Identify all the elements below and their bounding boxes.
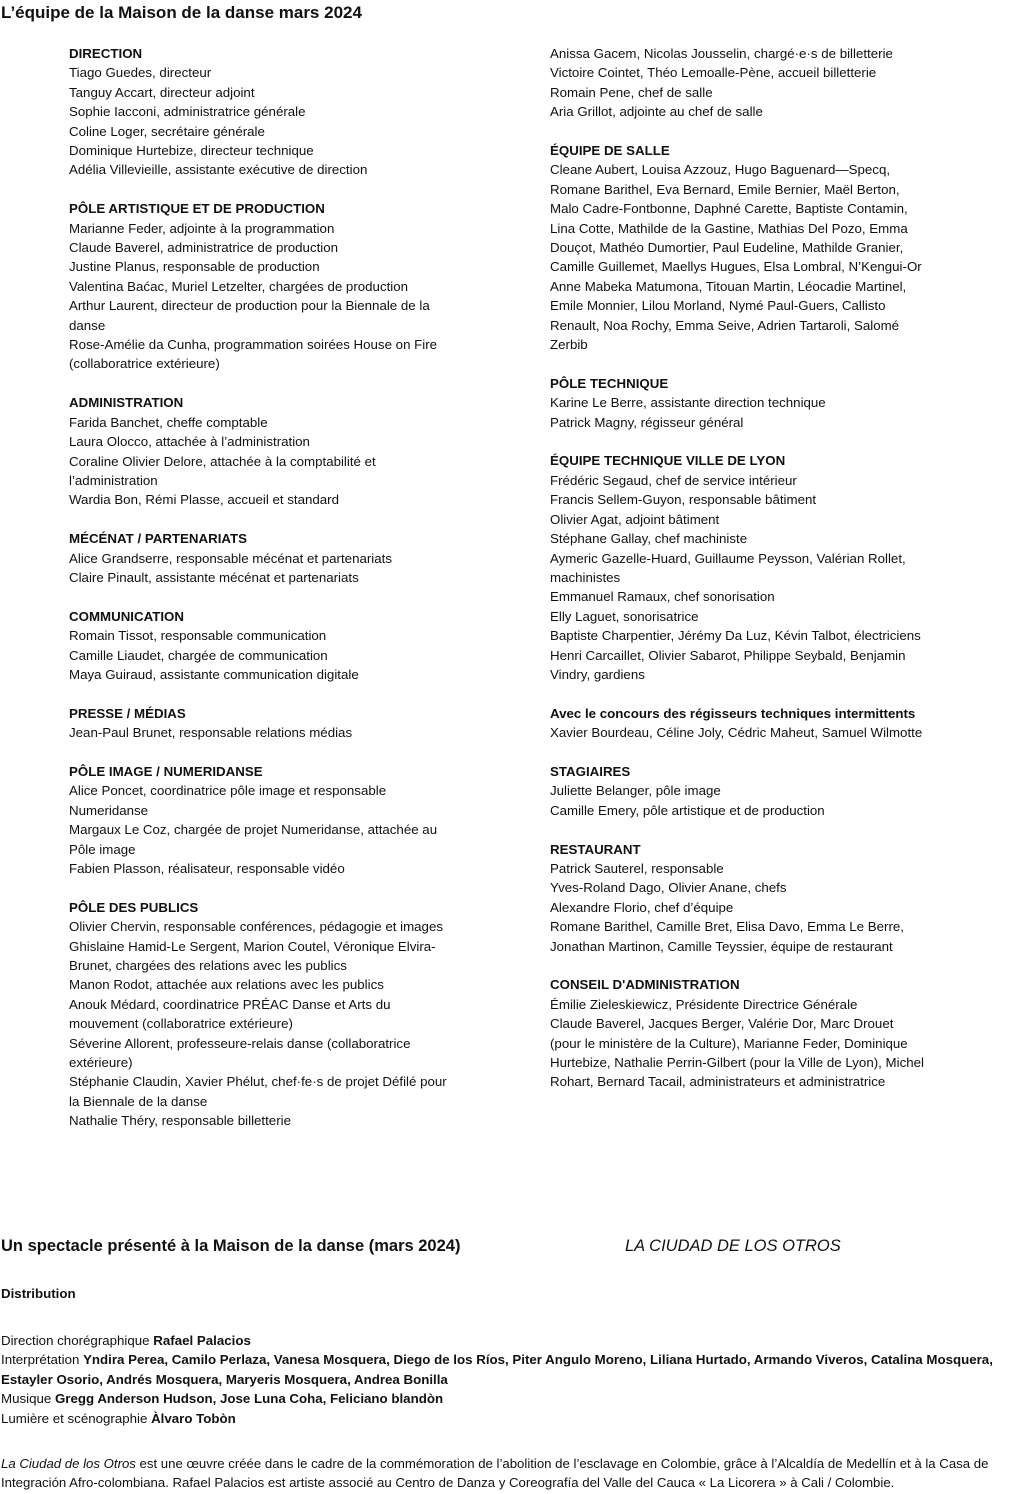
section-heading: PÔLE IMAGE / NUMERIDANSE bbox=[69, 763, 263, 779]
staff-line: Tanguy Accart, directeur adjoint bbox=[69, 84, 255, 100]
staff-line: Anissa Gacem, Nicolas Jousselin, chargé·e·s de billetterie bbox=[550, 46, 893, 61]
staff-line: Stéphane Gallay, chef machiniste bbox=[550, 531, 748, 547]
credit-names: Gregg Anderson Hudson, Jose Luna Coha, Feliciano blandòn bbox=[54, 1391, 444, 1407]
staff-line: Anouk Médard, coordinatrice PRÉAC Danse et Arts du bbox=[69, 996, 391, 1012]
staff-line: Brunet, chargées des relations avec les publics bbox=[69, 957, 347, 973]
staff-line: Alexandre Florio, chef d’équipe bbox=[550, 899, 734, 915]
staff-line: Olivier Agat, adjoint bâtiment bbox=[550, 511, 720, 527]
credit-interpretation bbox=[1, 1350, 1021, 1389]
staff-line: Juliette Belanger, pôle image bbox=[550, 783, 721, 799]
staff-line: Claire Pinault, assistante mécénat et partenariats bbox=[69, 569, 359, 585]
staff-line: Justine Planus, responsable de production bbox=[69, 259, 320, 275]
show-heading: Un spectacle présenté à la Maison de la danse (mars 2024) bbox=[1, 1237, 461, 1255]
staff-line: Romane Barithel, Eva Bernard, Emile Bernier, Maël Berton, bbox=[550, 181, 900, 197]
staff-line: Anne Mabeka Matumona, Titouan Martin, Léocadie Martinel, bbox=[550, 278, 907, 294]
staff-line: Rohart, Bernard Tacail, administrateurs et administratrice bbox=[550, 1074, 886, 1090]
staff-line: Aymeric Gazelle-Huard, Guillaume Peysson, Valérian Rollet, bbox=[550, 550, 906, 566]
section-heading: PÔLE DES PUBLICS bbox=[69, 899, 199, 915]
section bbox=[550, 840, 970, 956]
staff-line: Jean-Paul Brunet, responsable relations médias bbox=[69, 725, 353, 741]
staff-line: Rose-Amélie da Cunha, programmation soirées House on Fire bbox=[69, 337, 438, 353]
staff-line: Wardia Bon, Rémi Plasse, accueil et standard bbox=[69, 492, 340, 508]
staff-line: Romain Pene, chef de salle bbox=[550, 84, 713, 100]
show-name: LA CIUDAD DE LOS OTROS bbox=[625, 1237, 841, 1255]
staff-line: Adélia Villevieille, assistante exécutive de direction bbox=[69, 162, 368, 178]
staff-line: Marianne Feder, adjointe à la programmation bbox=[69, 220, 335, 236]
credit-choreography bbox=[1, 1331, 1021, 1350]
staff-line: Margaux Le Coz, chargée de projet Numeridanse, attachée au bbox=[69, 822, 438, 838]
staff-line: Farida Banchet, cheffe comptable bbox=[69, 414, 268, 430]
left-column bbox=[69, 44, 481, 1150]
section bbox=[69, 199, 481, 374]
staff-line: la Biennale de la danse bbox=[69, 1093, 208, 1109]
staff-line: Romain Tissot, responsable communication bbox=[69, 628, 327, 644]
staff-line: Camille Liaudet, chargée de communication bbox=[69, 647, 328, 663]
staff-line: Manon Rodot, attachée aux relations avec les publics bbox=[69, 977, 384, 993]
staff-line: Émilie Zieleskiewicz, Présidente Directrice Générale bbox=[550, 996, 858, 1012]
distribution-heading: Distribution bbox=[1, 1286, 76, 1301]
credit-label: Lumière et scénographie bbox=[1, 1410, 148, 1426]
staff-line: machinistes bbox=[550, 569, 621, 585]
staff-line: Hurtebize, Nathalie Perrin-Gilbert (pour la Ville de Lyon), Michel bbox=[550, 1055, 924, 1071]
staff-line: Arthur Laurent, directeur de production pour la Biennale de la bbox=[69, 298, 430, 314]
staff-line: Elly Laguet, sonorisatrice bbox=[550, 608, 699, 624]
section-heading: DIRECTION bbox=[69, 46, 143, 61]
staff-line: Romane Barithel, Camille Bret, Elisa Davo, Emma Le Berre, bbox=[550, 919, 904, 935]
staff-line: Camille Guillemet, Maellys Hugues, Elsa Lombral, N’Kengui-Or bbox=[550, 259, 922, 275]
staff-line: Henri Carcaillet, Olivier Sabarot, Philippe Seybald, Benjamin bbox=[550, 647, 906, 663]
staff-line: Ghislaine Hamid-Le Sergent, Marion Coutel, Véronique Elvira- bbox=[69, 938, 436, 954]
section-heading: PÔLE TECHNIQUE bbox=[550, 375, 669, 391]
staff-line: Camille Emery, pôle artistique et de production bbox=[550, 802, 825, 818]
credit-label: Musique bbox=[1, 1391, 52, 1407]
staff-line: danse bbox=[69, 317, 106, 333]
credit-label: Interprétation bbox=[1, 1352, 80, 1368]
section bbox=[69, 762, 481, 878]
staff-line: Numeridanse bbox=[69, 802, 149, 818]
staff-line: Dominique Hurtebize, directeur technique bbox=[69, 143, 314, 159]
staff-line: Jonathan Martinon, Camille Teyssier, équipe de restaurant bbox=[550, 938, 893, 954]
credit-names: Yndira Perea, Camilo Perlaza, Vanesa Mosquera, Diego de los Ríos, Piter Angulo Moreno, Liliana Hurtado, Armando Viveros, Catalina Mosquera, Estayler Osorio, Andrés Mosquera, Maryeris Mosquera, Andrea Bonilla bbox=[1, 1352, 993, 1387]
section-heading: ÉQUIPE DE SALLE bbox=[550, 143, 670, 159]
staff-line: Douçot, Mathéo Dumortier, Paul Eudeline, Mathilde Granier, bbox=[550, 240, 904, 256]
staff-line: Zerbib bbox=[550, 337, 588, 353]
credit-music bbox=[1, 1389, 1021, 1408]
section bbox=[550, 44, 970, 122]
staff-line: Claude Baverel, administratrice de production bbox=[69, 240, 339, 256]
footnote bbox=[1, 1454, 1026, 1493]
section bbox=[69, 607, 481, 685]
staff-line: Francis Sellem-Guyon, responsable bâtiment bbox=[550, 492, 817, 508]
staff-line: Alice Grandserre, responsable mécénat et partenariats bbox=[69, 550, 392, 566]
staff-line: Tiago Guedes, directeur bbox=[69, 65, 212, 81]
staff-line: Malo Cadre-Fontbonne, Daphné Carette, Baptiste Contamin, bbox=[550, 201, 908, 217]
staff-line: Alice Poncet, coordinatrice pôle image et responsable bbox=[69, 783, 387, 799]
staff-line: Olivier Chervin, responsable conférences, pédagogie et images bbox=[69, 919, 444, 935]
section bbox=[550, 374, 970, 432]
staff-line: Baptiste Charpentier, Jérémy Da Luz, Kévin Talbot, électriciens bbox=[550, 628, 921, 644]
footnote-title: La Ciudad de los Otros bbox=[1, 1456, 136, 1471]
staff-line: Claude Baverel, Jacques Berger, Valérie Dor, Marc Drouet bbox=[550, 1016, 894, 1032]
staff-line: Sophie Iacconi, administratrice générale bbox=[69, 104, 306, 120]
staff-line: Séverine Allorent, professeure-relais danse (collaboratrice bbox=[69, 1035, 411, 1051]
staff-line: l’administration bbox=[69, 472, 158, 488]
staff-line: Yves-Roland Dago, Olivier Anane, chefs bbox=[550, 880, 787, 896]
section-heading: PRESSE / MÉDIAS bbox=[69, 705, 186, 721]
staff-line: Emmanuel Ramaux, chef sonorisation bbox=[550, 589, 775, 605]
section bbox=[69, 393, 481, 509]
staff-line: Vindry, gardiens bbox=[550, 666, 645, 682]
section bbox=[550, 141, 970, 354]
right-column bbox=[550, 44, 970, 1111]
staff-line: Xavier Bourdeau, Céline Joly, Cédric Maheut, Samuel Wilmotte bbox=[550, 725, 923, 741]
credit-names: Rafael Palacios bbox=[153, 1333, 251, 1348]
staff-line: extérieure) bbox=[69, 1055, 133, 1071]
section-heading: ADMINISTRATION bbox=[69, 395, 184, 411]
section bbox=[69, 529, 481, 587]
section bbox=[69, 898, 481, 1131]
staff-line: Maya Guiraud, assistante communication digitale bbox=[69, 666, 359, 682]
section-heading: COMMUNICATION bbox=[69, 608, 184, 624]
section-heading: MÉCÉNAT / PARTENARIATS bbox=[69, 531, 248, 547]
section bbox=[550, 451, 970, 684]
credit-lighting bbox=[1, 1409, 1021, 1428]
page-title: L’équipe de la Maison de la danse mars 2024 bbox=[1, 3, 362, 22]
staff-line: Frédéric Segaud, chef de service intérieur bbox=[550, 472, 797, 488]
section-heading: PÔLE ARTISTIQUE ET DE PRODUCTION bbox=[69, 201, 325, 217]
section bbox=[550, 704, 970, 743]
footnote-text: est une œuvre créée dans le cadre de la commémoration de l’abolition de l’esclavage en Colombie, grâce à l’Alcaldía de Medellín et à la Casa de Integración Afro-colombiana. Rafael Palacios est artiste associé au Centro de Danza y Coreografía del Valle del Cauca « La Licorera » à Cali / Colombie. bbox=[1, 1456, 989, 1491]
staff-line: Aria Grillot, adjointe au chef de salle bbox=[550, 104, 763, 120]
section bbox=[69, 44, 481, 180]
staff-line: mouvement (collaboratrice extérieure) bbox=[69, 1016, 293, 1032]
staff-line: Nathalie Théry, responsable billetterie bbox=[69, 1113, 291, 1129]
section bbox=[550, 762, 970, 820]
staff-line: Lina Cotte, Mathilde de la Gastine, Mathias Del Pozo, Emma bbox=[550, 220, 908, 236]
section bbox=[550, 975, 970, 1091]
staff-line: Coraline Olivier Delore, attachée à la comptabilité et bbox=[69, 453, 376, 469]
section bbox=[69, 704, 481, 743]
staff-line: (pour le ministère de la Culture), Marianne Feder, Dominique bbox=[550, 1035, 908, 1051]
staff-line: Cleane Aubert, Louisa Azzouz, Hugo Baguenard—Specq, bbox=[550, 162, 891, 178]
section-heading: STAGIAIRES bbox=[550, 763, 631, 779]
staff-line: Renault, Noa Rochy, Emma Seive, Adrien Tartaroli, Salomé bbox=[550, 317, 900, 333]
credit-names: Àlvaro Tobòn bbox=[151, 1410, 236, 1426]
staff-line: Emile Monnier, Lilou Morland, Nymé Paul-Guers, Callisto bbox=[550, 298, 886, 314]
staff-line: Coline Loger, secrétaire générale bbox=[69, 123, 265, 139]
staff-line: Pôle image bbox=[69, 841, 136, 857]
staff-line: Karine Le Berre, assistante direction technique bbox=[550, 395, 826, 411]
staff-line: Stéphanie Claudin, Xavier Phélut, chef·fe·s de projet Défilé pour bbox=[69, 1074, 447, 1090]
credits-block bbox=[1, 1331, 1021, 1428]
staff-line: Laura Olocco, attachée à l’administration bbox=[69, 434, 310, 450]
staff-line: Valentina Baćac, Muriel Letzelter, chargées de production bbox=[69, 278, 409, 294]
section-heading: Avec le concours des régisseurs techniques intermittents bbox=[550, 705, 916, 721]
staff-line: Victoire Cointet, Théo Lemoalle-Pène, accueil billetterie bbox=[550, 65, 877, 81]
section-heading: RESTAURANT bbox=[550, 841, 641, 857]
staff-line: (collaboratrice extérieure) bbox=[69, 356, 220, 372]
staff-line: Patrick Magny, régisseur général bbox=[550, 414, 744, 430]
staff-line: Fabien Plasson, réalisateur, responsable vidéo bbox=[69, 860, 345, 876]
staff-line: Patrick Sauterel, responsable bbox=[550, 860, 724, 876]
credit-label: Direction chorégraphique bbox=[1, 1333, 150, 1348]
section-heading: ÉQUIPE TECHNIQUE VILLE DE LYON bbox=[550, 453, 786, 469]
section-heading: CONSEIL D'ADMINISTRATION bbox=[550, 977, 740, 993]
